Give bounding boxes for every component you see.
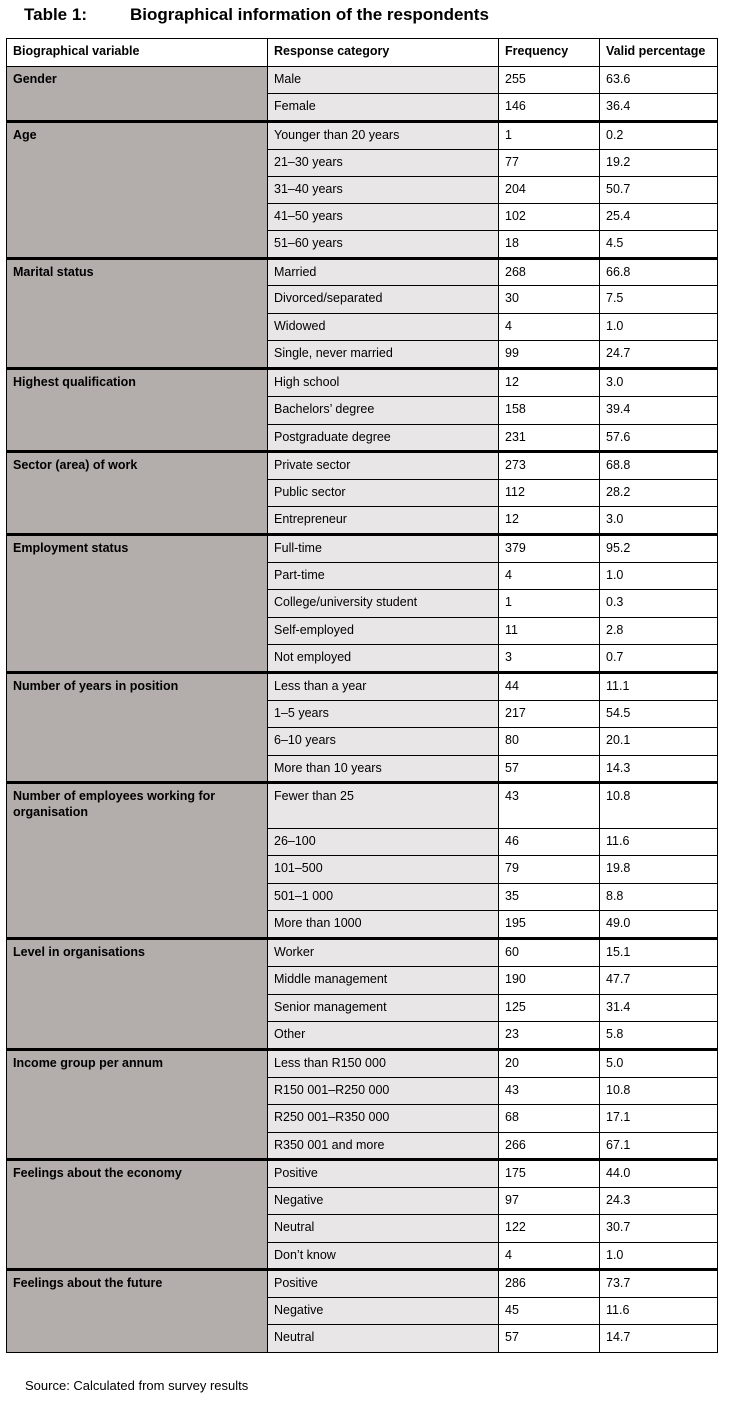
response-category-cell: Married <box>268 259 499 286</box>
frequency-cell: 46 <box>499 829 600 856</box>
source-note: Source: Calculated from survey results <box>25 1378 249 1393</box>
valid-percentage-cell: 11.1 <box>600 673 718 701</box>
response-category-cell: 31–40 years <box>268 177 499 204</box>
response-category-cell: 51–60 years <box>268 231 499 259</box>
frequency-cell: 11 <box>499 618 600 645</box>
response-category-cell: 26–100 <box>268 829 499 856</box>
biographical-variable-cell: Sector (area) of work <box>7 452 268 535</box>
biographical-variable-cell: Number of employees working for organisation <box>7 783 268 939</box>
table-row <box>7 259 718 286</box>
frequency-cell: 204 <box>499 177 600 204</box>
valid-percentage-cell: 50.7 <box>600 177 718 204</box>
response-category-cell: 41–50 years <box>268 204 499 231</box>
response-category-cell: Neutral <box>268 1325 499 1353</box>
table-row <box>7 122 718 150</box>
response-category-cell: Full-time <box>268 535 499 563</box>
frequency-cell: 112 <box>499 480 600 507</box>
response-category-cell: Positive <box>268 1160 499 1188</box>
frequency-cell: 175 <box>499 1160 600 1188</box>
valid-percentage-cell: 7.5 <box>600 286 718 314</box>
response-category-cell: R250 001–R350 000 <box>268 1105 499 1133</box>
response-category-cell: Younger than 20 years <box>268 122 499 150</box>
response-category-cell: Less than a year <box>268 673 499 701</box>
frequency-cell: 30 <box>499 286 600 314</box>
table-caption <box>6 3 489 27</box>
valid-percentage-cell: 8.8 <box>600 884 718 911</box>
frequency-cell: 12 <box>499 507 600 535</box>
biographical-variable-cell: Number of years in position <box>7 673 268 783</box>
valid-percentage-cell: 19.8 <box>600 856 718 884</box>
table-row <box>7 452 718 480</box>
valid-percentage-cell: 11.6 <box>600 1298 718 1325</box>
table-row <box>7 673 718 701</box>
response-category-cell: Male <box>268 67 499 94</box>
frequency-cell: 1 <box>499 590 600 618</box>
frequency-cell: 4 <box>499 314 600 341</box>
biographical-variable-cell: Highest qualification <box>7 369 268 452</box>
valid-percentage-cell: 2.8 <box>600 618 718 645</box>
frequency-cell: 79 <box>499 856 600 884</box>
table-number: Table 1: <box>24 5 87 24</box>
response-category-cell: Private sector <box>268 452 499 480</box>
valid-percentage-cell: 39.4 <box>600 397 718 425</box>
frequency-cell: 4 <box>499 563 600 590</box>
valid-percentage-cell: 1.0 <box>600 563 718 590</box>
table-row <box>7 783 718 829</box>
frequency-cell: 12 <box>499 369 600 397</box>
valid-percentage-cell: 0.2 <box>600 122 718 150</box>
frequency-cell: 268 <box>499 259 600 286</box>
frequency-cell: 146 <box>499 94 600 122</box>
response-category-cell: Single, never married <box>268 341 499 369</box>
response-category-cell: 1–5 years <box>268 701 499 728</box>
frequency-cell: 266 <box>499 1133 600 1160</box>
biographical-variable-cell: Income group per annum <box>7 1050 268 1160</box>
response-category-cell: Worker <box>268 939 499 967</box>
valid-percentage-cell: 68.8 <box>600 452 718 480</box>
valid-percentage-cell: 1.0 <box>600 314 718 341</box>
response-category-cell: More than 10 years <box>268 756 499 783</box>
frequency-cell: 45 <box>499 1298 600 1325</box>
table-row <box>7 1160 718 1188</box>
frequency-cell: 273 <box>499 452 600 480</box>
frequency-cell: 125 <box>499 995 600 1022</box>
response-category-cell: Less than R150 000 <box>268 1050 499 1078</box>
frequency-cell: 102 <box>499 204 600 231</box>
valid-percentage-cell: 3.0 <box>600 369 718 397</box>
frequency-cell: 43 <box>499 783 600 829</box>
frequency-cell: 99 <box>499 341 600 369</box>
valid-percentage-cell: 4.5 <box>600 231 718 259</box>
frequency-cell: 60 <box>499 939 600 967</box>
valid-percentage-cell: 10.8 <box>600 1078 718 1105</box>
response-category-cell: R150 001–R250 000 <box>268 1078 499 1105</box>
frequency-cell: 35 <box>499 884 600 911</box>
response-category-cell: Widowed <box>268 314 499 341</box>
response-category-cell: Divorced/separated <box>268 286 499 314</box>
response-category-cell: Negative <box>268 1188 499 1215</box>
valid-percentage-cell: 31.4 <box>600 995 718 1022</box>
frequency-cell: 44 <box>499 673 600 701</box>
header-response-category: Response category <box>268 39 499 67</box>
valid-percentage-cell: 44.0 <box>600 1160 718 1188</box>
table-row <box>7 1270 718 1298</box>
valid-percentage-cell: 19.2 <box>600 150 718 177</box>
frequency-cell: 379 <box>499 535 600 563</box>
valid-percentage-cell: 1.0 <box>600 1243 718 1270</box>
biographical-variable-cell: Age <box>7 122 268 259</box>
response-category-cell: 501–1 000 <box>268 884 499 911</box>
table-row <box>7 1050 718 1078</box>
valid-percentage-cell: 95.2 <box>600 535 718 563</box>
valid-percentage-cell: 3.0 <box>600 507 718 535</box>
valid-percentage-cell: 28.2 <box>600 480 718 507</box>
valid-percentage-cell: 5.8 <box>600 1022 718 1050</box>
valid-percentage-cell: 54.5 <box>600 701 718 728</box>
response-category-cell: Fewer than 25 <box>268 783 499 829</box>
response-category-cell: Other <box>268 1022 499 1050</box>
table-row <box>7 939 718 967</box>
frequency-cell: 43 <box>499 1078 600 1105</box>
valid-percentage-cell: 14.7 <box>600 1325 718 1353</box>
frequency-cell: 122 <box>499 1215 600 1243</box>
frequency-cell: 217 <box>499 701 600 728</box>
valid-percentage-cell: 67.1 <box>600 1133 718 1160</box>
valid-percentage-cell: 5.0 <box>600 1050 718 1078</box>
response-category-cell: Part-time <box>268 563 499 590</box>
biographical-variable-cell: Level in organisations <box>7 939 268 1050</box>
table-title: Biographical information of the respondents <box>130 5 489 24</box>
frequency-cell: 195 <box>499 911 600 939</box>
response-category-cell: Not employed <box>268 645 499 673</box>
valid-percentage-cell: 24.3 <box>600 1188 718 1215</box>
header-row <box>7 39 718 67</box>
frequency-cell: 190 <box>499 967 600 995</box>
valid-percentage-cell: 20.1 <box>600 728 718 756</box>
response-category-cell: Public sector <box>268 480 499 507</box>
valid-percentage-cell: 25.4 <box>600 204 718 231</box>
frequency-cell: 57 <box>499 1325 600 1353</box>
frequency-cell: 255 <box>499 67 600 94</box>
response-category-cell: R350 001 and more <box>268 1133 499 1160</box>
frequency-cell: 231 <box>499 425 600 452</box>
frequency-cell: 1 <box>499 122 600 150</box>
header-biographical-variable: Biographical variable <box>7 39 268 67</box>
valid-percentage-cell: 11.6 <box>600 829 718 856</box>
biographical-variable-cell: Marital status <box>7 259 268 369</box>
frequency-cell: 20 <box>499 1050 600 1078</box>
frequency-cell: 158 <box>499 397 600 425</box>
table-row <box>7 369 718 397</box>
response-category-cell: Entrepreneur <box>268 507 499 535</box>
response-category-cell: More than 1000 <box>268 911 499 939</box>
valid-percentage-cell: 30.7 <box>600 1215 718 1243</box>
valid-percentage-cell: 66.8 <box>600 259 718 286</box>
frequency-cell: 4 <box>499 1243 600 1270</box>
valid-percentage-cell: 24.7 <box>600 341 718 369</box>
response-category-cell: 6–10 years <box>268 728 499 756</box>
frequency-cell: 77 <box>499 150 600 177</box>
biographical-variable-cell: Feelings about the future <box>7 1270 268 1353</box>
response-category-cell: Bachelors’ degree <box>268 397 499 425</box>
response-category-cell: 101–500 <box>268 856 499 884</box>
valid-percentage-cell: 73.7 <box>600 1270 718 1298</box>
response-category-cell: College/university student <box>268 590 499 618</box>
frequency-cell: 80 <box>499 728 600 756</box>
frequency-cell: 286 <box>499 1270 600 1298</box>
valid-percentage-cell: 0.7 <box>600 645 718 673</box>
header-valid-percentage: Valid percentage <box>600 39 718 67</box>
response-category-cell: Middle management <box>268 967 499 995</box>
table-row <box>7 67 718 94</box>
valid-percentage-cell: 15.1 <box>600 939 718 967</box>
response-category-cell: Female <box>268 94 499 122</box>
valid-percentage-cell: 49.0 <box>600 911 718 939</box>
response-category-cell: Self-employed <box>268 618 499 645</box>
valid-percentage-cell: 47.7 <box>600 967 718 995</box>
biographical-variable-cell: Employment status <box>7 535 268 673</box>
response-category-cell: Negative <box>268 1298 499 1325</box>
response-category-cell: 21–30 years <box>268 150 499 177</box>
valid-percentage-cell: 36.4 <box>600 94 718 122</box>
frequency-cell: 18 <box>499 231 600 259</box>
biographical-variable-cell: Gender <box>7 67 268 122</box>
biographical-variable-cell: Feelings about the economy <box>7 1160 268 1270</box>
biographical-table <box>6 38 718 1353</box>
response-category-cell: Postgraduate degree <box>268 425 499 452</box>
frequency-cell: 57 <box>499 756 600 783</box>
valid-percentage-cell: 14.3 <box>600 756 718 783</box>
response-category-cell: Positive <box>268 1270 499 1298</box>
valid-percentage-cell: 63.6 <box>600 67 718 94</box>
response-category-cell: Neutral <box>268 1215 499 1243</box>
valid-percentage-cell: 17.1 <box>600 1105 718 1133</box>
frequency-cell: 3 <box>499 645 600 673</box>
header-frequency: Frequency <box>499 39 600 67</box>
valid-percentage-cell: 10.8 <box>600 783 718 829</box>
response-category-cell: High school <box>268 369 499 397</box>
frequency-cell: 97 <box>499 1188 600 1215</box>
valid-percentage-cell: 57.6 <box>600 425 718 452</box>
response-category-cell: Senior management <box>268 995 499 1022</box>
table-row <box>7 535 718 563</box>
valid-percentage-cell: 0.3 <box>600 590 718 618</box>
response-category-cell: Don’t know <box>268 1243 499 1270</box>
frequency-cell: 23 <box>499 1022 600 1050</box>
frequency-cell: 68 <box>499 1105 600 1133</box>
table-body <box>7 67 718 1353</box>
